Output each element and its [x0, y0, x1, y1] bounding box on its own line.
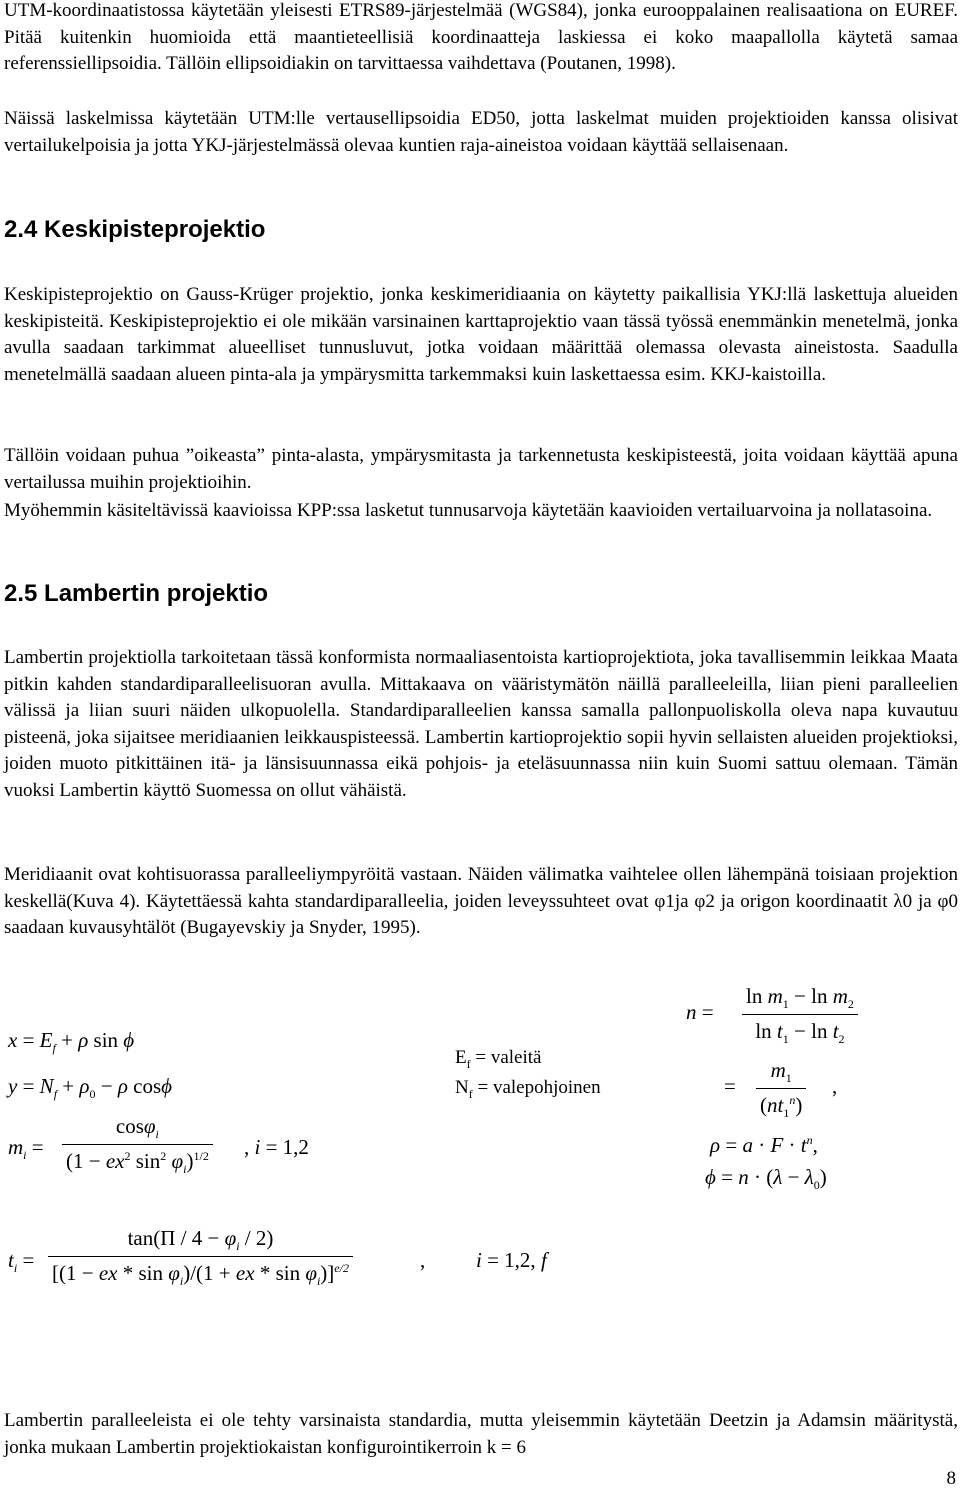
- paragraph-lambert-final: Lambertin paralleeleista ei ole tehty varsinaista standardia, mutta yleisemmin käytetään Deetzin ja Adamsin määritystä, jonka mukaan Lambertin projektiokaistan konfigurointikerroin k = 6: [4, 1410, 958, 1458]
- legend-ef-text: = valeitä: [475, 1047, 542, 1068]
- formula-m-index: , i = 1,2: [244, 1135, 309, 1159]
- paragraph-utm-intro: UTM-koordinaatistossa käytetään yleisesti ETRS89-järjestelmää (WGS84), jonka eurooppalainen realisaationa on EUREF. Pitää kuitenkin huomioida että maantieteellisiä koordinaatteja laskiessa ei koko maapallolla käytetä samaa referenssiellipsoidia. Tällöin ellipsoidiakin on tarvittaessa vaihdettava (Poutanen, 1998).: [4, 0, 958, 75]
- legend-nf: $N_f$ = valepohjoinen: [455, 1077, 601, 1101]
- formula-t-comma: ,: [420, 1248, 426, 1272]
- paragraph-lambert-2: Meridiaanit ovat kohtisuorassa paralleeliympyröitä vastaan. Näiden välimatka vaihtelee ollen lähempänä toisiaan projektion keskellä(Kuva 4). Käytettäessä kahta standardiparalleelia, joiden leveyssuhteet ovat φ1ja φ2 ja origon koordinaatit λ0 ja φ0 saadaan kuvausyhtälöt (Bugayevskiy ja Snyder, 1995).: [4, 864, 958, 939]
- formula-m-fraction: cosφ$_i$ ($1 - ex^2$ $\sin^2 \varphi_i)^{1/2}$: [62, 1114, 213, 1177]
- formula-phi: $\phi = n \cdot (\lambda - \lambda_0)$: [705, 1165, 827, 1193]
- formula-t-fraction: $\tan(\Pi / 4 - \varphi_i / 2)$ [(1 − ex * $\sin \varphi_i)/(1$ + ex * $\sin \varphi_i)]^{e/2}$: [48, 1226, 353, 1289]
- formula-n-fraction: $\ln m_1 - \ln m_2$ $\ln t_1 - \ln t_2$: [742, 984, 858, 1047]
- heading-keskipisteprojektio: 2.4 Keskipisteprojektio: [4, 216, 266, 243]
- page-number: 8: [946, 1468, 956, 1489]
- formula-n-lhs: n =: [686, 1000, 714, 1024]
- formula-t-index: i = 1,2, f: [476, 1248, 547, 1272]
- formula-y: $y = N_f + \rho_0 - \rho$ cosϕ: [8, 1074, 173, 1102]
- heading-lambert: 2.5 Lambertin projektio: [4, 580, 269, 607]
- paragraph-utm-ed50: Näissä laskelmissa käytetään UTM:lle vertausellipsoidia ED50, jotta laskelmat muiden projektioiden kanssa olisivat vertailukelpoisia ja jotta YKJ-järjestelmässä olevaa kuntien raja-aineistoa voidaan käyttää sellaisenaan.: [4, 108, 958, 156]
- formula-rho: $\rho = a \cdot F \cdot t^n$,: [710, 1133, 818, 1157]
- formula-f-fraction: $m_1$ $(nt_1^n)$: [756, 1058, 806, 1121]
- formula-f-comma: ,: [832, 1074, 838, 1098]
- legend-ef: $E_f$ = valeitä: [455, 1047, 542, 1071]
- paragraph-keskipiste-2: Tällöin voidaan puhua ”oikeasta” pinta-alasta, ympärysmitasta ja tarkennetusta keskipisteestä, joita voidaan käyttää apuna vertailussa muihin projektioihin.: [4, 445, 958, 493]
- formula-f-lhs: =: [724, 1074, 736, 1098]
- paragraph-lambert-1: Lambertin projektiolla tarkoitetaan tässä konformista normaaliasentoista kartioprojektiota, joka tavallisemmin leikkaa Maata pitkin kahden standardiparalleelisuoran avulla. Mittakaava on vääristymätön näillä paralleeleilla, liian pieni paralleelien välissä ja liian suuri näiden ulkopuolella. Standardiparalleelien kanssa samalla pallonpuoliskolla oleva napa kuvautuu pisteenä, joka sijaitsee meridiaanien leikkauspisteessä. Lambertin kartioprojektio sopii hyvin sellaisten alueiden projektioksi, joiden muoto pitkittäinen itä- ja länsisuunnassa eikä pohjois- ja eteläsuunnassa niin kuin Suomi sattuu olemaan. Tämän vuoksi Lambertin käyttö Suomessa on ollut vähäistä.: [4, 647, 958, 801]
- formula-m-lhs: $m_i$ =: [8, 1135, 44, 1163]
- paragraph-keskipiste-1: Keskipisteprojektio on Gauss-Krüger projektio, jonka keskimeridiaania on käytetty paikallisia YKJ:llä laskettuja alueiden keskipisteitä. Keskipisteprojektio ei ole mikään varsinainen karttaprojektio vaan tässä työssä enemmänkin menetelmä, jonka avulla saadaan tarkimmat alueelliset tunnusluvut, jotka voidaan määrittää olemassa olevasta aineistosta. Saadulla menetelmällä saadaan alueen pinta-ala ja ympärysmitta tarkemmaksi kuin laskettaessa esim. KKJ-kaistoilla.: [4, 284, 958, 385]
- paragraph-keskipiste-3: Myöhemmin käsiteltävissä kaavioissa KPP:ssa lasketut tunnusarvoja käytetään kaavioiden vertailuarvoina ja nollatasoina.: [4, 500, 933, 521]
- formula-t-lhs: $t_i$ =: [8, 1248, 35, 1276]
- legend-nf-text: = valepohjoinen: [477, 1077, 601, 1098]
- formula-x: $x = E_f + \rho$ sin ϕ: [8, 1028, 135, 1056]
